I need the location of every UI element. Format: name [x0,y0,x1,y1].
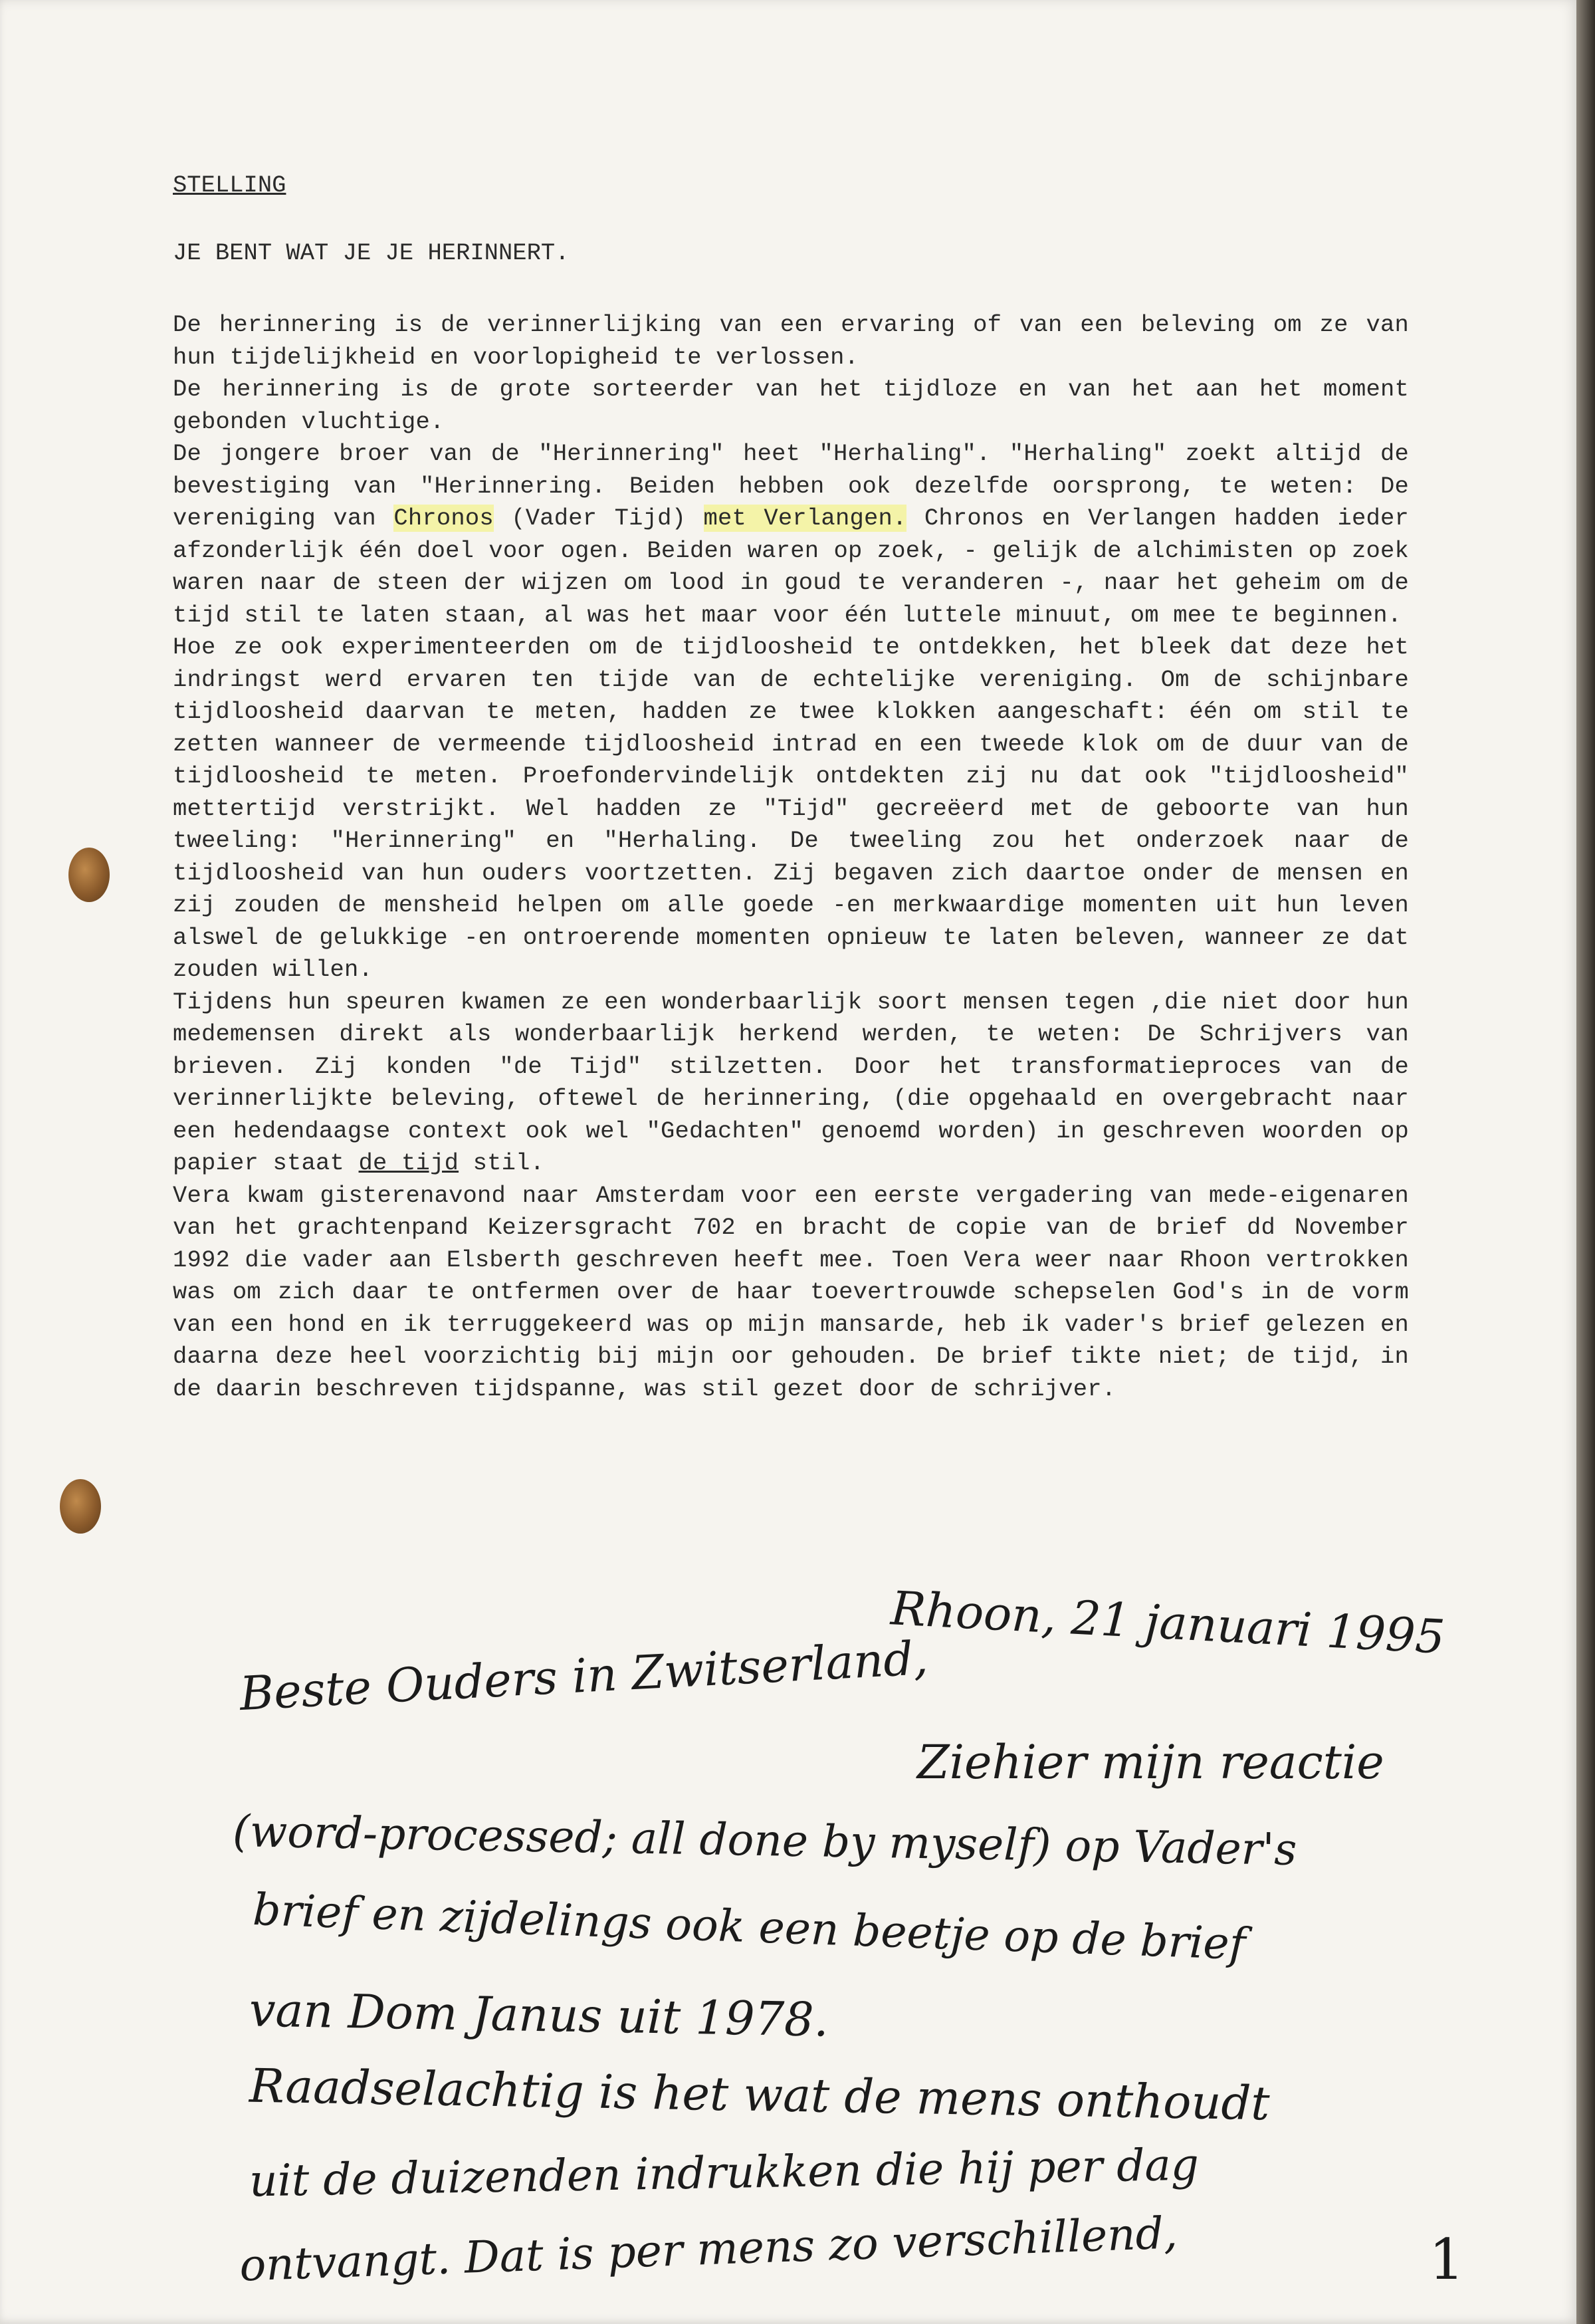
handwritten-line-3: brief en zijdelings ook een beetje op de brief [252,1883,1247,1970]
thesis-statement: JE BENT WAT JE JE HERINNERT. [173,239,570,267]
handwritten-line-7: ontvangt. Dat is per mens zo verschillend, [239,2207,1178,2291]
paragraph-3 [173,438,1409,632]
underlined-de-tijd: de tijd [358,1149,459,1177]
punch-hole-bottom [60,1479,101,1534]
paragraph-3-part-b: (Vader Tijd) [493,505,704,532]
paragraph-3-part-c: Chronos en Verlangen hadden ieder afzonderlijk één doel voor ogen. Beiden waren op zoek, - gelijk de alchimisten op zoek waren naar de steen der wijzen om lood in goud te veranderen -, naar het geheim om de tijd stil te laten staan, al was het maar voor één luttele minuut, om mee te beginnen. [173,505,1409,629]
paragraph-4: Hoe ze ook experimenteerden om de tijdloosheid te ontdekken, het bleek dat deze het indringst werd ervaren ten tijde van de echtelijke vereniging. Om de schijnbare tijdloosheid daarvan te meten, hadden ze twee klokken aangeschaft: één om stil te zetten wanneer de vermeende tijdloosheid intrad en een tweede klok om de duur van de tijdloosheid te meten. Proefondervindelijk ontdekten zij nu dat ook "tijdloosheid" mettertijd verstrijkt. Wel hadden ze "Tijd" gecreëerd met de geboorte van hun tweeling: "Herinnering" en "Herhaling. De tweeling zou het onderzoek naar de tijdloosheid van hun ouders voortzetten. Zij begaven zich daartoe onder de mensen en zij zouden de mensheid helpen om alle goede -en merkwaardige momenten uit hun leven alswel de gelukkige -en ontroerende momenten opnieuw te laten beleven, wanneer ze dat zouden willen. [173,634,1409,983]
paragraph-5 [173,987,1409,1180]
punch-hole-top [68,848,110,902]
paragraph-5-part-b: stil. [459,1149,545,1177]
handwritten-line-6: uit de duizenden indrukken die hij per dag [249,2139,1200,2207]
page-number: 1 [1429,2227,1465,2292]
paragraph-1: De herinnering is de verinnerlijking van een ervaring of van een beleving om ze van hun tijdelijkheid en voorlopigheid te verlossen. [173,311,1409,371]
handwritten-greeting: Beste Ouders in Zwitserland, [238,1630,930,1722]
typed-text-block [173,170,1409,1405]
highlight-chronos: Chronos [393,505,494,532]
paragraph-5-part-a: Tijdens hun speuren kwamen ze een wonderbaarlijk soort mensen tegen ,die niet door hun medemensen direkt als wonderbaarlijk herkend werden, te weten: De Schrijvers van brieven. Zij konden "de Tijd" stilzetten. Door het transformatieproces van de verinnerlijkte beleving, oftewel de herinnering, (die opgehaald en overgebracht naar een hedendaagse context ook wel "Gedachten" genoemd worden) in geschreven woorden op papier staat [173,988,1409,1177]
page-edge [1576,0,1595,2324]
paragraph-3-part-a: De jongere broer van de "Herinnering" heet "Herhaling". "Herhaling" zoekt altijd de bevestiging van "Herinnering. Beiden hebben ook dezelfde oorsprong, te weten: De vereniging van [173,440,1409,532]
heading-stelling: STELLING [173,172,286,199]
handwritten-line-2: (word-processed; all done by myself) op Vader's [232,1805,1297,1875]
handwritten-line-1: Ziehier mijn reactie [917,1735,1384,1790]
highlight-verlangen: met Verlangen. [703,505,907,532]
handwritten-line-4: van Dom Janus uit 1978. [249,1982,829,2047]
paragraph-2: De herinnering is de grote sorteerder van het tijdloze en van het aan het moment gebonden vluchtige. [173,376,1409,435]
paragraph-6: Vera kwam gisterenavond naar Amsterdam voor een eerste vergadering van mede-eigenaren van het grachtenpand Keizersgracht 702 en bracht de copie van de brief dd November 1992 die vader aan Elsberth geschreven heeft mee. Toen Vera weer naar Rhoon vertrokken was om zich daar te ontfermen over de haar toevertrouwde schepselen God's in de vorm van een hond en ik terruggekeerd was op mijn mansarde, heb ik vader's brief gelezen en daarna deze heel voorzichtig bij mijn oor gehouden. De brief tikte niet; de tijd, in de daarin beschreven tijdspanne, was stil gezet door de schrijver. [173,1181,1409,1403]
handwritten-date: Rhoon, 21 januari 1995 [889,1581,1447,1665]
handwritten-line-5: Raadselachtig is het wat de mens onthoudt [249,2058,1271,2131]
